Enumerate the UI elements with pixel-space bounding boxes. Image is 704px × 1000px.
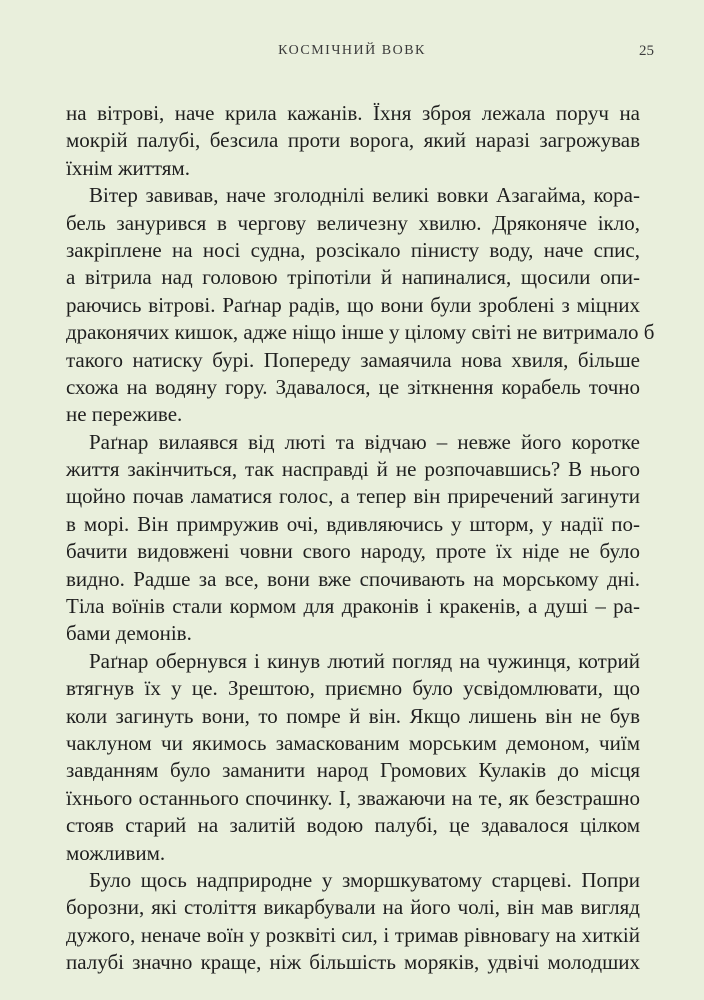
text-line: такого натиску бурі. Попереду замаячила нова хвиля, більше <box>66 347 640 372</box>
text-line: дужого, неначе воїн у розквіті сил, і тримав рівновагу на хиткій <box>66 922 640 947</box>
text-line: на вітрові, наче крила кажанів. Їхня зброя лежала поруч на <box>66 101 640 125</box>
text-line: Тіла воїнів стали кормом для драконів і кракенів, а душі – ра- <box>66 594 640 619</box>
text-line: Вітер завивав, наче зголоднілі великі вовки Азагайма, кора- <box>89 183 640 208</box>
text-line: їхнього останнього спочинку. І, зважаючи на те, як безстрашно <box>66 785 640 810</box>
text-line: борозни, які століття викарбували на його чолі, він мав вигляд <box>66 895 640 920</box>
text-line: завданням було заманити народ Громових Кулаків до місця <box>66 758 640 783</box>
text-line: а вітрила над головою тріпотіли й напиналися, щосили опи- <box>66 265 640 290</box>
text-line: втягнув їх у це. Зрештою, приємно було усвідомлювати, що <box>66 676 640 701</box>
text-line: Було щось надприродне у зморшкуватому старцеві. Попри <box>89 867 640 892</box>
page-number: 25 <box>639 43 654 59</box>
text-line: не переживе. <box>66 402 183 427</box>
text-line: стояв старий на залитій водою палубі, це здавалося цілком <box>66 813 640 838</box>
text-line: мокрій палубі, безсила проти ворога, який наразі загрожував <box>66 128 640 153</box>
text-line: можливим. <box>66 840 166 865</box>
text-line: життя закінчиться, так насправді й не розпочавшись? В нього <box>66 457 640 482</box>
running-head <box>0 43 704 63</box>
text-line: їхнім життям. <box>66 155 190 180</box>
body-text <box>66 100 655 977</box>
text-line: коли загинуть вони, то помре й він. Якщо лишень він не був <box>66 703 640 728</box>
text-line: щойно почав ламатися голос, а тепер він приречений загинути <box>66 484 640 509</box>
text-line: бачити видовжені човни свого народу, проте їх ніде не було <box>66 539 640 564</box>
text-line: бель занурився в чергову величезну хвилю. Дряконяче ікло, <box>66 210 640 235</box>
text-line: Раґнар вилаявся від люті та відчаю – невже його коротке <box>89 429 640 454</box>
text-line: драконячих кишок, адже ніщо інше у цілому світі не витримало б <box>66 320 655 345</box>
text-line: в морі. Він примружив очі, вдивляючись у шторм, у надії по- <box>66 511 640 536</box>
text-line: чаклуном чи якимось замаскованим морським демоном, чиїм <box>66 730 640 755</box>
running-title: КОСМІЧНИЙ ВОВК <box>278 43 426 58</box>
text-line: закріплене на носі судна, розсікало пінисту воду, наче спис, <box>66 237 640 262</box>
text-line: Раґнар обернувся і кинув лютий погляд на чужинця, котрий <box>89 648 640 673</box>
text-line: видно. Радше за все, вони вже спочивають на морському дні. <box>66 566 640 591</box>
text-line: схожа на водяну гору. Здавалося, це зіткнення корабель точно <box>66 374 640 399</box>
text-line: раючись вітрові. Раґнар радів, що вони були зроблені з міцних <box>66 292 640 317</box>
text-line: бами демонів. <box>66 621 192 646</box>
text-line: палубі значно краще, ніж більшість моряків, удвічі молодших <box>66 950 640 975</box>
